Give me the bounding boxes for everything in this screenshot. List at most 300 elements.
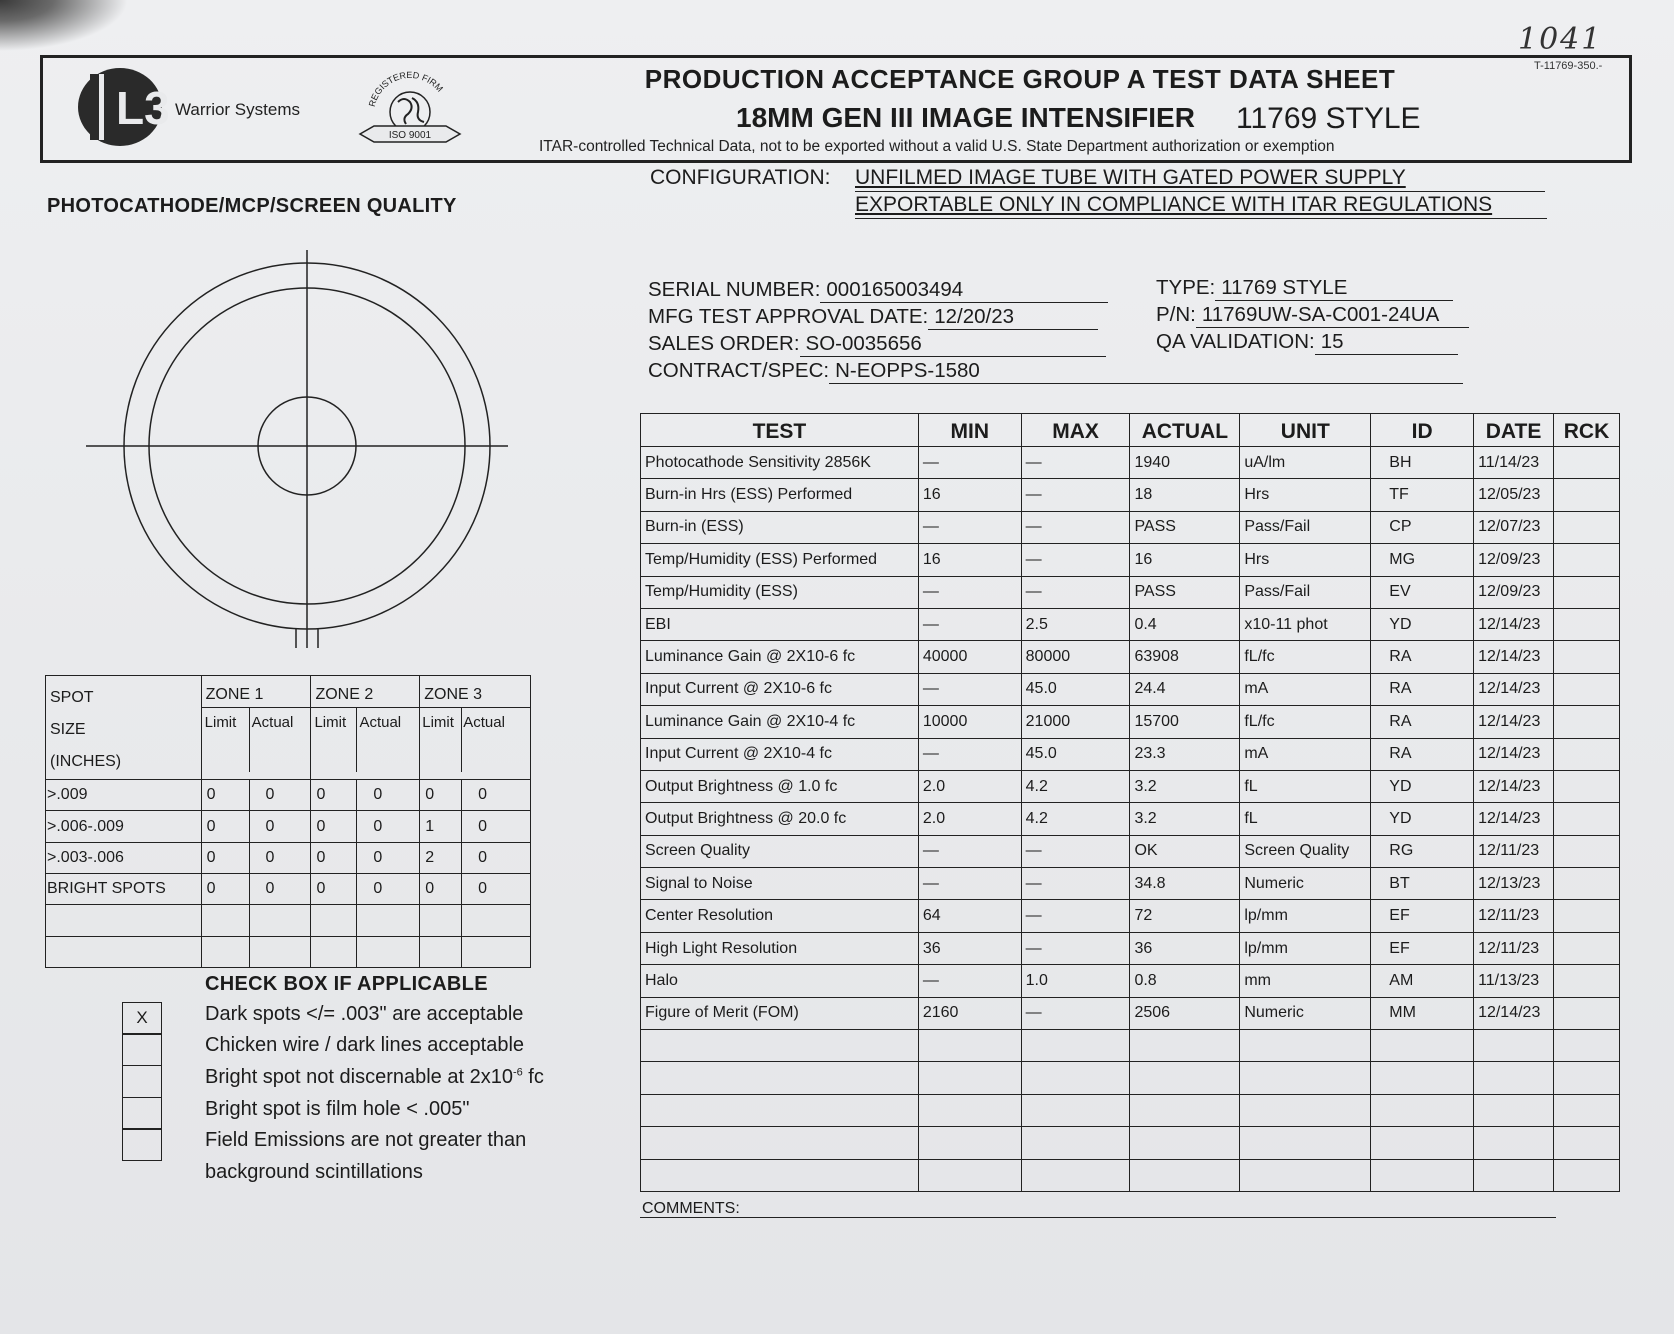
id-cell: CP xyxy=(1371,511,1474,543)
spot-value-cell: 2 xyxy=(420,842,462,873)
test-row xyxy=(641,544,1620,576)
test-name-cell: Signal to Noise xyxy=(641,868,919,900)
empty-cell xyxy=(641,1062,919,1094)
spot-value-cell: 0 xyxy=(201,842,249,873)
test-name-cell: Screen Quality xyxy=(641,835,919,867)
date-cell: 12/11/23 xyxy=(1474,932,1554,964)
spot-size-cell: >.003-.006 xyxy=(46,842,202,873)
actual-cell: 0.8 xyxy=(1130,965,1240,997)
test-empty-row xyxy=(641,1030,1620,1062)
date-cell: 12/05/23 xyxy=(1474,479,1554,511)
applicable-checkbox[interactable] xyxy=(122,1033,162,1066)
empty-cell xyxy=(1371,1094,1474,1126)
actual-cell: 1940 xyxy=(1130,447,1240,479)
id-cell: RA xyxy=(1371,673,1474,705)
actual-cell: 63908 xyxy=(1130,641,1240,673)
date-cell: 12/11/23 xyxy=(1474,835,1554,867)
zone-reticle-diagram xyxy=(80,248,520,658)
spot-value-cell: 0 xyxy=(249,780,311,811)
test-name-cell: Photocathode Sensitivity 2856K xyxy=(641,447,919,479)
empty-cell xyxy=(1021,1094,1130,1126)
max-cell: 4.2 xyxy=(1021,803,1130,835)
unit-cell: Hrs xyxy=(1240,544,1371,576)
min-cell: 16 xyxy=(918,479,1021,511)
empty-cell xyxy=(1130,1127,1240,1159)
svg-text:REGISTERED FIRM xyxy=(367,70,445,108)
unit-cell: x10-11 phot xyxy=(1240,608,1371,640)
test-row xyxy=(641,738,1620,770)
spot-empty-row xyxy=(46,936,531,967)
actual-cell: 2506 xyxy=(1130,997,1240,1029)
checklist-text: Bright spot not discernable at 2x10 xyxy=(205,1066,513,1088)
qa-validation-value: 15 xyxy=(1315,330,1458,355)
empty-cell xyxy=(641,1159,919,1191)
id-cell: EF xyxy=(1371,932,1474,964)
max-cell: — xyxy=(1021,868,1130,900)
unit-cell: uA/lm xyxy=(1240,447,1371,479)
rck-cell xyxy=(1554,835,1620,867)
test-row xyxy=(641,868,1620,900)
spot-value-cell: 0 xyxy=(311,874,357,905)
mfg-date-field xyxy=(648,305,1098,330)
max-cell: — xyxy=(1021,511,1130,543)
spot-size-cell: >.009 xyxy=(46,780,202,811)
spot-header-line: (INCHES) xyxy=(50,753,122,770)
id-cell: MG xyxy=(1371,544,1474,576)
date-cell: 12/09/23 xyxy=(1474,544,1554,576)
checklist-text: Field Emissions are not greater than xyxy=(205,1129,527,1151)
empty-cell xyxy=(918,1030,1021,1062)
test-table-header xyxy=(641,414,1620,447)
rck-cell xyxy=(1554,868,1620,900)
empty-cell xyxy=(311,905,357,936)
spot-value-cell: 0 xyxy=(249,874,311,905)
test-empty-row xyxy=(641,1094,1620,1126)
contract-spec-field xyxy=(648,359,1463,384)
applicable-checkbox[interactable] xyxy=(122,1065,162,1098)
mfg-date-label: MFG TEST APPROVAL DATE: xyxy=(648,305,929,328)
max-cell: 45.0 xyxy=(1021,738,1130,770)
test-row xyxy=(641,706,1620,738)
actual-cell: OK xyxy=(1130,835,1240,867)
min-cell: — xyxy=(918,835,1021,867)
spot-value-cell: 0 xyxy=(462,811,531,842)
date-cell: 12/14/23 xyxy=(1474,706,1554,738)
style-title: 11769 STYLE xyxy=(1236,102,1421,135)
test-name-cell: Center Resolution xyxy=(641,900,919,932)
min-cell: 10000 xyxy=(918,706,1021,738)
spot-value-cell: 0 xyxy=(462,842,531,873)
test-empty-row xyxy=(641,1062,1620,1094)
empty-cell xyxy=(918,1159,1021,1191)
spot-value-cell: 0 xyxy=(357,842,420,873)
empty-cell xyxy=(641,1127,919,1159)
min-cell: 2160 xyxy=(918,997,1021,1029)
test-name-cell: Temp/Humidity (ESS) Performed xyxy=(641,544,919,576)
unit-cell: Pass/Fail xyxy=(1240,511,1371,543)
checklist-item-text xyxy=(205,1129,526,1152)
test-name-cell: EBI xyxy=(641,608,919,640)
unit-cell: Numeric xyxy=(1240,868,1371,900)
sales-order-field xyxy=(648,332,1106,357)
test-results-table xyxy=(640,413,1620,1192)
id-cell: YD xyxy=(1371,770,1474,802)
empty-cell xyxy=(1021,1127,1130,1159)
empty-cell xyxy=(918,1127,1021,1159)
empty-cell xyxy=(1474,1030,1554,1062)
actual-cell: PASS xyxy=(1130,576,1240,608)
applicable-checkbox[interactable]: X xyxy=(122,1002,162,1035)
unit-cell: lp/mm xyxy=(1240,932,1371,964)
max-cell: — xyxy=(1021,835,1130,867)
empty-cell xyxy=(1371,1030,1474,1062)
actual-cell: 23.3 xyxy=(1130,738,1240,770)
unit-cell: fL/fc xyxy=(1240,706,1371,738)
empty-cell xyxy=(1371,1127,1474,1159)
zone-3-header xyxy=(420,676,531,780)
unit-cell: Pass/Fail xyxy=(1240,576,1371,608)
empty-cell xyxy=(420,936,462,967)
sheet-title: PRODUCTION ACCEPTANCE GROUP A TEST DATA SHEET xyxy=(644,64,1396,94)
column-header: DATE xyxy=(1474,414,1554,447)
limit-label: Limit xyxy=(311,708,357,772)
checklist-text: background scintillations xyxy=(205,1161,423,1183)
empty-cell xyxy=(641,1094,919,1126)
mfg-date-value: 12/20/23 xyxy=(928,305,1098,330)
id-cell: RG xyxy=(1371,835,1474,867)
id-cell: YD xyxy=(1371,803,1474,835)
rck-cell xyxy=(1554,511,1620,543)
id-cell: EF xyxy=(1371,900,1474,932)
empty-cell xyxy=(1021,1030,1130,1062)
id-cell: AM xyxy=(1371,965,1474,997)
actual-cell: 15700 xyxy=(1130,706,1240,738)
rck-cell xyxy=(1554,447,1620,479)
test-row xyxy=(641,673,1620,705)
empty-cell xyxy=(1554,1127,1620,1159)
test-row xyxy=(641,835,1620,867)
part-number-value: 11769UW-SA-C001-24UA xyxy=(1196,303,1469,328)
empty-cell xyxy=(1474,1159,1554,1191)
spot-header-line: SPOT xyxy=(50,689,94,706)
max-cell: — xyxy=(1021,544,1130,576)
empty-cell xyxy=(1021,1062,1130,1094)
l3-logo xyxy=(76,66,170,148)
contract-spec-value: N-EOPPS-1580 xyxy=(829,359,1463,384)
date-cell: 12/14/23 xyxy=(1474,997,1554,1029)
rck-cell xyxy=(1554,479,1620,511)
empty-cell xyxy=(1021,1159,1130,1191)
date-cell: 12/13/23 xyxy=(1474,868,1554,900)
spot-header-line: SIZE xyxy=(50,721,86,738)
test-name-cell: Burn-in Hrs (ESS) Performed xyxy=(641,479,919,511)
spot-empty-row xyxy=(46,905,531,936)
configuration-value-1: UNFILMED IMAGE TUBE WITH GATED POWER SUPPLY xyxy=(855,166,1406,189)
actual-cell: 3.2 xyxy=(1130,770,1240,802)
company-name: Warrior Systems xyxy=(175,100,300,119)
actual-cell: 72 xyxy=(1130,900,1240,932)
empty-cell xyxy=(1130,1094,1240,1126)
sales-order-value: SO-0035656 xyxy=(800,332,1106,357)
checklist-superscript: -6 xyxy=(512,1066,523,1079)
sales-order-label: SALES ORDER: xyxy=(648,332,800,355)
spot-value-cell: 0 xyxy=(357,811,420,842)
min-cell: 2.0 xyxy=(918,770,1021,802)
id-cell: YD xyxy=(1371,608,1474,640)
handwritten-number: 1041 xyxy=(1518,22,1603,57)
serial-number-value: 000165003494 xyxy=(820,278,1108,303)
rck-cell xyxy=(1554,900,1620,932)
spot-value-cell: 0 xyxy=(420,780,462,811)
spot-size-table xyxy=(45,675,531,968)
checklist-item-text xyxy=(205,1098,469,1121)
checklist-text: Dark spots </= .003" are acceptable xyxy=(205,1003,524,1025)
unit-cell: lp/mm xyxy=(1240,900,1371,932)
test-empty-row xyxy=(641,1127,1620,1159)
test-row xyxy=(641,932,1620,964)
rck-cell xyxy=(1554,738,1620,770)
min-cell: — xyxy=(918,608,1021,640)
id-cell: MM xyxy=(1371,997,1474,1029)
min-cell: — xyxy=(918,965,1021,997)
date-cell: 11/13/23 xyxy=(1474,965,1554,997)
actual-cell: 24.4 xyxy=(1130,673,1240,705)
spot-value-cell: 0 xyxy=(357,780,420,811)
empty-cell xyxy=(1130,1030,1240,1062)
min-cell: 16 xyxy=(918,544,1021,576)
id-cell: BT xyxy=(1371,868,1474,900)
spot-value-cell: 0 xyxy=(462,874,531,905)
date-cell: 12/14/23 xyxy=(1474,770,1554,802)
empty-cell xyxy=(201,905,249,936)
serial-number-field xyxy=(648,278,1108,303)
empty-cell xyxy=(1240,1159,1371,1191)
spot-value-cell: 0 xyxy=(311,811,357,842)
unit-cell: fL xyxy=(1240,770,1371,802)
rck-cell xyxy=(1554,770,1620,802)
zone-2-header xyxy=(311,676,420,780)
actual-label: Actual xyxy=(463,714,505,731)
spot-size-cell: BRIGHT SPOTS xyxy=(46,874,202,905)
spot-row xyxy=(46,811,531,842)
empty-cell xyxy=(462,905,531,936)
test-name-cell: Input Current @ 2X10-6 fc xyxy=(641,673,919,705)
checklist-item-text xyxy=(205,1066,544,1089)
limit-label: Limit xyxy=(420,708,462,772)
iso-label: ISO 9001 xyxy=(388,130,432,141)
test-name-cell: Output Brightness @ 20.0 fc xyxy=(641,803,919,835)
scan-shadow xyxy=(0,0,150,60)
test-empty-row xyxy=(641,1159,1620,1191)
empty-cell xyxy=(249,905,311,936)
applicable-checkbox[interactable] xyxy=(122,1128,162,1161)
test-row xyxy=(641,447,1620,479)
spot-value-cell: 0 xyxy=(249,842,311,873)
min-cell: 64 xyxy=(918,900,1021,932)
empty-cell xyxy=(462,936,531,967)
rck-cell xyxy=(1554,544,1620,576)
test-name-cell: Figure of Merit (FOM) xyxy=(641,997,919,1029)
spot-size-cell: >.006-.009 xyxy=(46,811,202,842)
empty-cell xyxy=(1474,1094,1554,1126)
comments-line xyxy=(640,1217,1556,1218)
date-cell: 12/11/23 xyxy=(1474,900,1554,932)
logo-text: L3 xyxy=(116,82,170,134)
empty-cell xyxy=(1240,1030,1371,1062)
spot-value-cell: 0 xyxy=(201,874,249,905)
checklist-text: Chicken wire / dark lines acceptable xyxy=(205,1034,525,1056)
max-cell: 21000 xyxy=(1021,706,1130,738)
empty-cell xyxy=(1130,1062,1240,1094)
unit-cell: Screen Quality xyxy=(1240,835,1371,867)
empty-cell xyxy=(357,936,420,967)
configuration-label: CONFIGURATION: xyxy=(650,166,831,189)
document-code: T-11769-350.- xyxy=(1534,60,1603,72)
date-cell: 12/09/23 xyxy=(1474,576,1554,608)
checklist-suffix: fc xyxy=(522,1066,544,1088)
test-name-cell: Luminance Gain @ 2X10-6 fc xyxy=(641,641,919,673)
zone-label: ZONE 1 xyxy=(202,676,311,708)
rck-cell xyxy=(1554,965,1620,997)
id-cell: RA xyxy=(1371,738,1474,770)
max-cell: — xyxy=(1021,997,1130,1029)
spot-value-cell: 0 xyxy=(201,811,249,842)
qa-validation-field xyxy=(1156,330,1458,355)
empty-cell xyxy=(1240,1062,1371,1094)
contract-spec-label: CONTRACT/SPEC: xyxy=(648,359,830,382)
date-cell: 12/14/23 xyxy=(1474,803,1554,835)
unit-cell: mA xyxy=(1240,738,1371,770)
rck-cell xyxy=(1554,641,1620,673)
column-header: MIN xyxy=(918,414,1021,447)
max-cell: — xyxy=(1021,932,1130,964)
applicable-checkbox[interactable] xyxy=(122,1097,162,1130)
max-cell: 1.0 xyxy=(1021,965,1130,997)
test-row xyxy=(641,770,1620,802)
min-cell: — xyxy=(918,447,1021,479)
id-cell: TF xyxy=(1371,479,1474,511)
rck-cell xyxy=(1554,673,1620,705)
date-cell: 12/14/23 xyxy=(1474,641,1554,673)
max-cell: — xyxy=(1021,900,1130,932)
empty-cell xyxy=(1371,1062,1474,1094)
type-field xyxy=(1156,276,1453,301)
date-cell: 12/14/23 xyxy=(1474,738,1554,770)
test-name-cell: Luminance Gain @ 2X10-4 fc xyxy=(641,706,919,738)
spot-value-cell: 0 xyxy=(311,780,357,811)
rck-cell xyxy=(1554,932,1620,964)
qa-validation-label: QA VALIDATION: xyxy=(1156,330,1315,353)
max-cell: — xyxy=(1021,447,1130,479)
zone-label: ZONE 2 xyxy=(311,676,419,708)
product-title: 18MM GEN III IMAGE INTENSIFIER xyxy=(736,102,1195,133)
empty-cell xyxy=(201,936,249,967)
spot-value-cell: 0 xyxy=(420,874,462,905)
max-cell: 2.5 xyxy=(1021,608,1130,640)
id-cell: RA xyxy=(1371,641,1474,673)
empty-cell xyxy=(1554,1159,1620,1191)
iso-seal-icon xyxy=(352,68,468,150)
min-cell: — xyxy=(918,868,1021,900)
empty-cell xyxy=(46,905,202,936)
max-cell: — xyxy=(1021,576,1130,608)
column-header: ID xyxy=(1371,414,1474,447)
checklist-item-text xyxy=(205,1161,423,1184)
id-cell: RA xyxy=(1371,706,1474,738)
spot-value-cell: 0 xyxy=(249,811,311,842)
test-row xyxy=(641,900,1620,932)
empty-cell xyxy=(1474,1127,1554,1159)
actual-cell: 36 xyxy=(1130,932,1240,964)
rck-cell xyxy=(1554,576,1620,608)
rck-cell xyxy=(1554,706,1620,738)
configuration-line-2 xyxy=(855,193,1547,219)
serial-number-label: SERIAL NUMBER: xyxy=(648,278,821,301)
date-cell: 12/14/23 xyxy=(1474,608,1554,640)
empty-cell xyxy=(1371,1159,1474,1191)
unit-cell: Hrs xyxy=(1240,479,1371,511)
part-number-label: P/N: xyxy=(1156,303,1196,326)
empty-cell xyxy=(1240,1127,1371,1159)
empty-cell xyxy=(46,936,202,967)
actual-cell: PASS xyxy=(1130,511,1240,543)
empty-cell xyxy=(1554,1030,1620,1062)
itar-notice: ITAR-controlled Technical Data, not to be exported without a valid U.S. State Department authorization or exemption xyxy=(539,138,1335,155)
unit-cell: mm xyxy=(1240,965,1371,997)
spot-row xyxy=(46,842,531,873)
test-row xyxy=(641,479,1620,511)
test-row xyxy=(641,803,1620,835)
empty-cell xyxy=(249,936,311,967)
empty-cell xyxy=(311,936,357,967)
spot-size-header xyxy=(46,676,202,780)
test-name-cell: Input Current @ 2X10-4 fc xyxy=(641,738,919,770)
date-cell: 12/07/23 xyxy=(1474,511,1554,543)
spot-value-cell: 1 xyxy=(420,811,462,842)
test-name-cell: High Light Resolution xyxy=(641,932,919,964)
empty-cell xyxy=(1474,1062,1554,1094)
configuration-value-2: EXPORTABLE ONLY IN COMPLIANCE WITH ITAR REGULATIONS xyxy=(855,193,1493,216)
max-cell: — xyxy=(1021,479,1130,511)
spot-row xyxy=(46,780,531,811)
rck-cell xyxy=(1554,997,1620,1029)
max-cell: 45.0 xyxy=(1021,673,1130,705)
max-cell: 80000 xyxy=(1021,641,1130,673)
empty-cell xyxy=(641,1030,919,1062)
unit-cell: fL/fc xyxy=(1240,641,1371,673)
min-cell: 40000 xyxy=(918,641,1021,673)
date-cell: 11/14/23 xyxy=(1474,447,1554,479)
column-header: RCK xyxy=(1554,414,1620,447)
empty-cell xyxy=(1240,1094,1371,1126)
test-row xyxy=(641,997,1620,1029)
test-row xyxy=(641,511,1620,543)
id-cell: BH xyxy=(1371,447,1474,479)
rck-cell xyxy=(1554,803,1620,835)
spot-value-cell: 0 xyxy=(357,874,420,905)
zone-1-header xyxy=(201,676,311,780)
actual-cell: 34.8 xyxy=(1130,868,1240,900)
checklist-item-text xyxy=(205,1034,524,1057)
min-cell: 36 xyxy=(918,932,1021,964)
date-cell: 12/14/23 xyxy=(1474,673,1554,705)
test-row xyxy=(641,641,1620,673)
test-row xyxy=(641,608,1620,640)
actual-label: Actual xyxy=(359,714,402,731)
configuration-line-1 xyxy=(855,166,1545,192)
actual-cell: 16 xyxy=(1130,544,1240,576)
actual-cell: 0.4 xyxy=(1130,608,1240,640)
